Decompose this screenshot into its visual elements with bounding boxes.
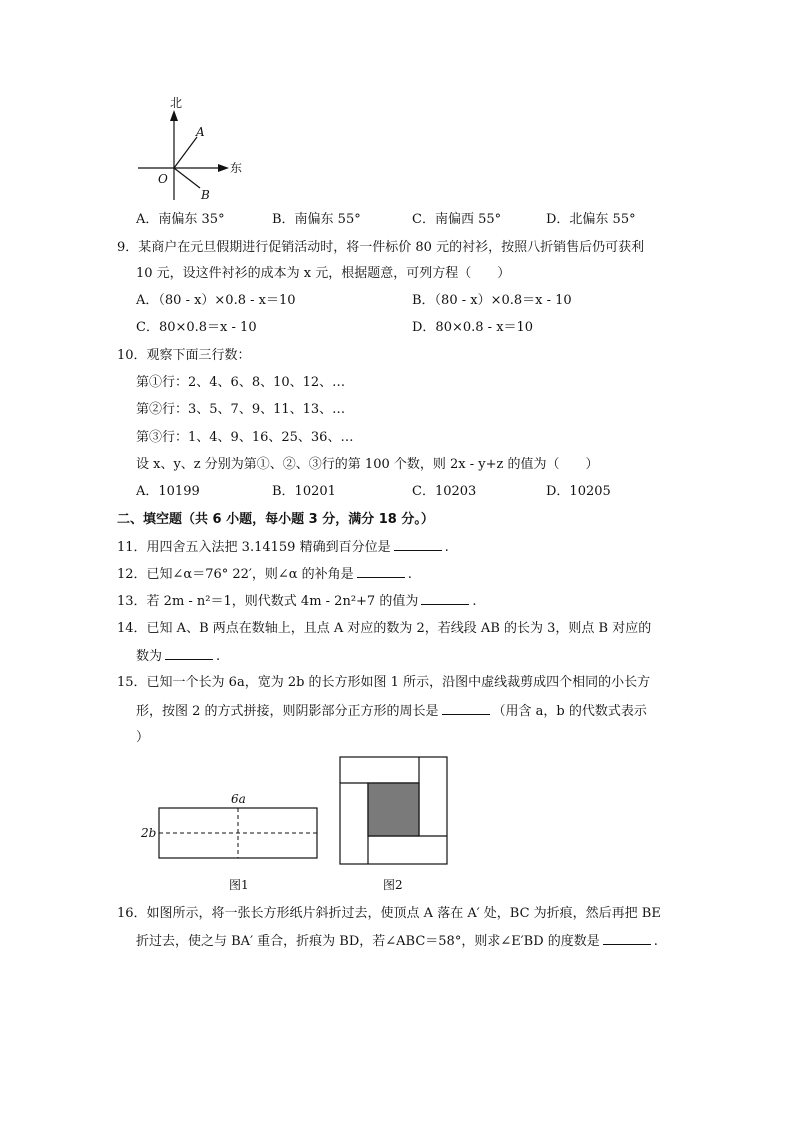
q9-stem-line2: 10 元，设这件衬衫的成本为 x 元，根据题意，可列方程（ ）	[136, 266, 511, 281]
q16-end: .	[653, 934, 658, 949]
q11-text: 11．用四舍五入法把 3.14159 精确到百分位是	[117, 540, 391, 555]
q13-text: 13．若 2m - n²＝1，则代数式 4m - 2n²+7 的值为	[117, 594, 419, 609]
q16-line2-text: 折过去，使之与 BA′ 重合，折痕为 BD，若∠ABC＝58°，则求∠E′BD 的度数是	[136, 934, 600, 949]
q16-line2	[136, 933, 658, 950]
north-label: 北	[170, 96, 183, 110]
q14-stem-line1: 14．已知 A、B 两点在数轴上，且点 A 对应的数为 2，若线段 AB 的长为 3，则点 B 对应的	[117, 621, 652, 636]
q10-row2: 第②行：3、5、7、9、11、13、…	[136, 402, 346, 417]
q9-stem-line1: 9．某商户在元旦假期进行促销活动时，将一件标价 80 元的衬衫，按照八折销售后仍可获利	[117, 240, 645, 255]
q8-option-b[interactable]: B．南偏东 55°	[272, 212, 361, 227]
q14-line2-text: 数为	[136, 649, 163, 664]
fig1-length-label: 6a	[231, 792, 246, 806]
q15-line2b: （用含 a，b 的代数式表示	[492, 704, 647, 719]
q9-option-d[interactable]: D．80×0.8 - x＝10	[412, 320, 534, 335]
q11-end: .	[444, 540, 449, 555]
q10-stem-line1: 10．观察下面三行数：	[117, 348, 251, 363]
fig1-caption: 图1	[229, 878, 249, 892]
q10-stem-line5: 设 x、y、z 分别为第①、②、③行的第 100 个数，则 2x - y+z 的值为（ ）	[136, 457, 599, 472]
q9-option-c[interactable]: C．80×0.8＝x - 10	[136, 320, 257, 335]
q10-row1: 第①行：2、4、6、8、10、12、…	[136, 375, 346, 390]
q9-option-a[interactable]: A．（80 - x）×0.8 - x＝10	[136, 293, 296, 308]
point-b-label: B	[201, 188, 210, 202]
q15-stem-line1: 15．已知一个长为 6a，宽为 2b 的长方形如图 1 所示，沿图中虚线裁剪成四个相同的小长方	[117, 675, 651, 690]
q9-option-b[interactable]: B．（80 - x）×0.8＝x - 10	[412, 293, 572, 308]
q12-end: .	[407, 567, 412, 582]
q14-end: .	[216, 649, 221, 664]
q15-line2a: 形，按图 2 的方式拼接，则阴影部分正方形的周长是	[136, 704, 439, 719]
q8-option-a[interactable]: A．南偏东 35°	[136, 212, 225, 227]
q8-option-d[interactable]: D．北偏东 55°	[546, 212, 636, 227]
fig2-caption: 图2	[383, 878, 403, 892]
q16-stem-line1: 16．如图所示，将一张长方形纸片斜折过去，使顶点 A 落在 A′ 处，BC 为折痕，然后再把 BE	[117, 906, 661, 921]
q8-option-c[interactable]: C．南偏西 55°	[412, 212, 502, 227]
q10-option-b[interactable]: B．10201	[272, 484, 336, 499]
q12-text: 12．已知∠α＝76° 22′，则∠α 的补角是	[117, 567, 354, 582]
fig2-shaded-square	[368, 783, 419, 836]
q16-answer-blank[interactable]	[603, 933, 651, 945]
origin-label: O	[158, 172, 168, 186]
q13-end: .	[472, 594, 477, 609]
east-label: 东	[230, 161, 243, 175]
q15-stem-line3: ）	[136, 730, 150, 745]
q10-option-c[interactable]: C．10203	[412, 484, 477, 499]
q10-option-a[interactable]: A．10199	[136, 484, 200, 499]
fig1-width-label: 2b	[141, 826, 157, 840]
q10-row3: 第③行：1、4、9、16、25、36、…	[136, 430, 354, 445]
section-title: 二、填空题（共 6 小题，每小题 3 分，满分 18 分。）	[117, 512, 434, 527]
q10-option-d[interactable]: D．10205	[546, 484, 611, 499]
point-a-label: A	[196, 125, 205, 139]
